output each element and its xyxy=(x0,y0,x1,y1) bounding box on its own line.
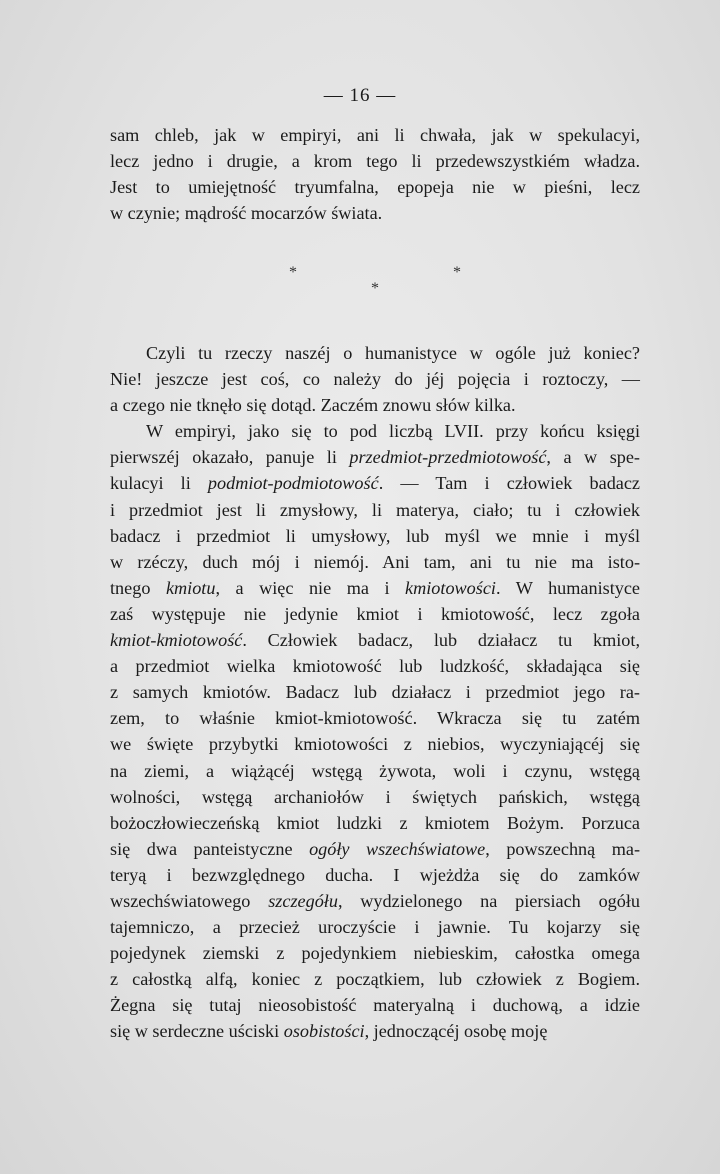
text-segment: wszechświatowego xyxy=(110,890,269,911)
text-line: sam chleb, jak w empiryi, ani li chwała, jak w spekulacyi, xyxy=(110,125,640,145)
text-segment: , powszechną ma- xyxy=(485,838,641,859)
emphasis-text: podmiot-podmiotowość xyxy=(207,473,379,494)
text-line: Jest to umiejętność tryumfalna, epopeja nie w pieśni, lecz xyxy=(110,177,640,198)
text-segment: , a w spe- xyxy=(546,447,640,468)
paragraph-continued xyxy=(110,122,640,226)
emphasis-text: kmiotu xyxy=(165,577,216,598)
text-line: i przedmiot jest li zmysłowy, li materya, ciało; tu i człowiek xyxy=(110,499,640,520)
asterism-star-right: * xyxy=(453,264,461,281)
text-line: zaś występuje nie jedynie kmiot i kmiotowość, lecz zgoła xyxy=(110,603,640,624)
emphasis-text: kmiot-kmiotowość xyxy=(110,630,243,651)
text-line: w rzéczy, duch mój i niemój. Ani tam, ani tu nie ma isto- xyxy=(110,551,640,572)
text-line: lecz jedno i drugie, a krom tego li przedewszystkiém władza. xyxy=(110,151,640,172)
text-segment: się dwa panteistyczne xyxy=(110,838,310,859)
text-line: bożoczłowieczeńską kmiot ludzki z kmiotem Bożym. Porzuca xyxy=(110,812,640,833)
text-line xyxy=(110,627,640,653)
paragraph-main xyxy=(110,340,640,1045)
text-line xyxy=(110,836,640,862)
text-line: tajemniczo, a przecież uroczyście i jawnie. Tu kojarzy się xyxy=(110,917,640,938)
emphasis-text: kmiotowości xyxy=(405,577,496,598)
text-segment: , jednoczącéj osobę moję xyxy=(364,1021,548,1042)
text-segment: się w serdeczne uściski xyxy=(110,1021,284,1042)
text-line: Czyli tu rzeczy naszéj o humanistyce w ogóle już koniec? xyxy=(146,343,640,363)
emphasis-text: ogóły wszechświatowe xyxy=(309,838,486,859)
text-line: W empiryi, jako się to pod liczbą LVII. przy końcu księgi xyxy=(146,421,640,442)
text-line xyxy=(110,470,640,496)
text-segment: kulacyi li xyxy=(110,473,208,494)
text-segment: . W humanistyce xyxy=(495,577,640,598)
text-line: badacz i przedmiot li umysłowy, lub myśl we mnie i myśl xyxy=(110,525,640,546)
text-line xyxy=(110,444,640,470)
page-number: — 16 — xyxy=(323,85,397,106)
emphasis-text: szczegółu xyxy=(268,890,338,911)
text-line: a czego nie tknęło się dotąd. Zaczém znowu słów kilka. xyxy=(110,395,516,416)
text-line: pojedynek ziemski z pojedynkiem niebieskim, całostka omega xyxy=(110,943,640,964)
text-line xyxy=(110,575,640,601)
text-line: teryą i bezwzględnego ducha. I wjeżdża się do zamków xyxy=(110,864,640,885)
text-segment: . — Tam i człowiek badacz xyxy=(378,473,641,494)
text-line: wolności, wstęgą archaniołów i świętych pańskich, wstęgą xyxy=(110,786,640,807)
text-line: we święte przybytki kmiotowości z niebios, wyczyniającéj się xyxy=(110,734,640,755)
text-line: z całostką alfą, koniec z początkiem, lub człowiek z Bogiem. xyxy=(110,969,640,990)
emphasis-text: przedmiot-przedmiotowość xyxy=(349,447,547,468)
text-segment: , a więc nie ma i xyxy=(215,577,406,598)
text-segment: . Człowiek badacz, lub działacz tu kmiot, xyxy=(242,630,640,651)
text-line xyxy=(110,888,640,914)
text-segment: tnego xyxy=(110,577,166,598)
text-line: w czynie; mądrość mocarzów świata. xyxy=(110,203,383,224)
text-line: a przedmiot wielka kmiotowość lub ludzkość, składająca się xyxy=(110,656,640,677)
text-line xyxy=(110,1018,640,1044)
text-line: na ziemi, a wiążącéj wstęgą żywota, woli i czynu, wstęgą xyxy=(110,760,640,781)
text-line: zem, to właśnie kmiot-kmiotowość. Wkracza się tu zatém xyxy=(110,708,640,729)
text-line: Nie! jeszcze jest coś, co należy do jéj pojęcia i roztoczy, — xyxy=(110,369,640,390)
emphasis-text: osobistości xyxy=(283,1021,365,1042)
asterism-star-left: * xyxy=(289,264,297,281)
text-line: z samych kmiotów. Badacz lub działacz i przedmiot jego ra- xyxy=(110,682,640,703)
text-line: Żegna się tutaj nieosobistość materyalną i duchową, a idzie xyxy=(110,995,640,1016)
asterism-star-center: * xyxy=(371,280,379,297)
text-segment: , wydzielonego na piersiach ogółu xyxy=(337,890,640,911)
text-segment: pierwszéj okazało, panuje li xyxy=(110,447,350,468)
